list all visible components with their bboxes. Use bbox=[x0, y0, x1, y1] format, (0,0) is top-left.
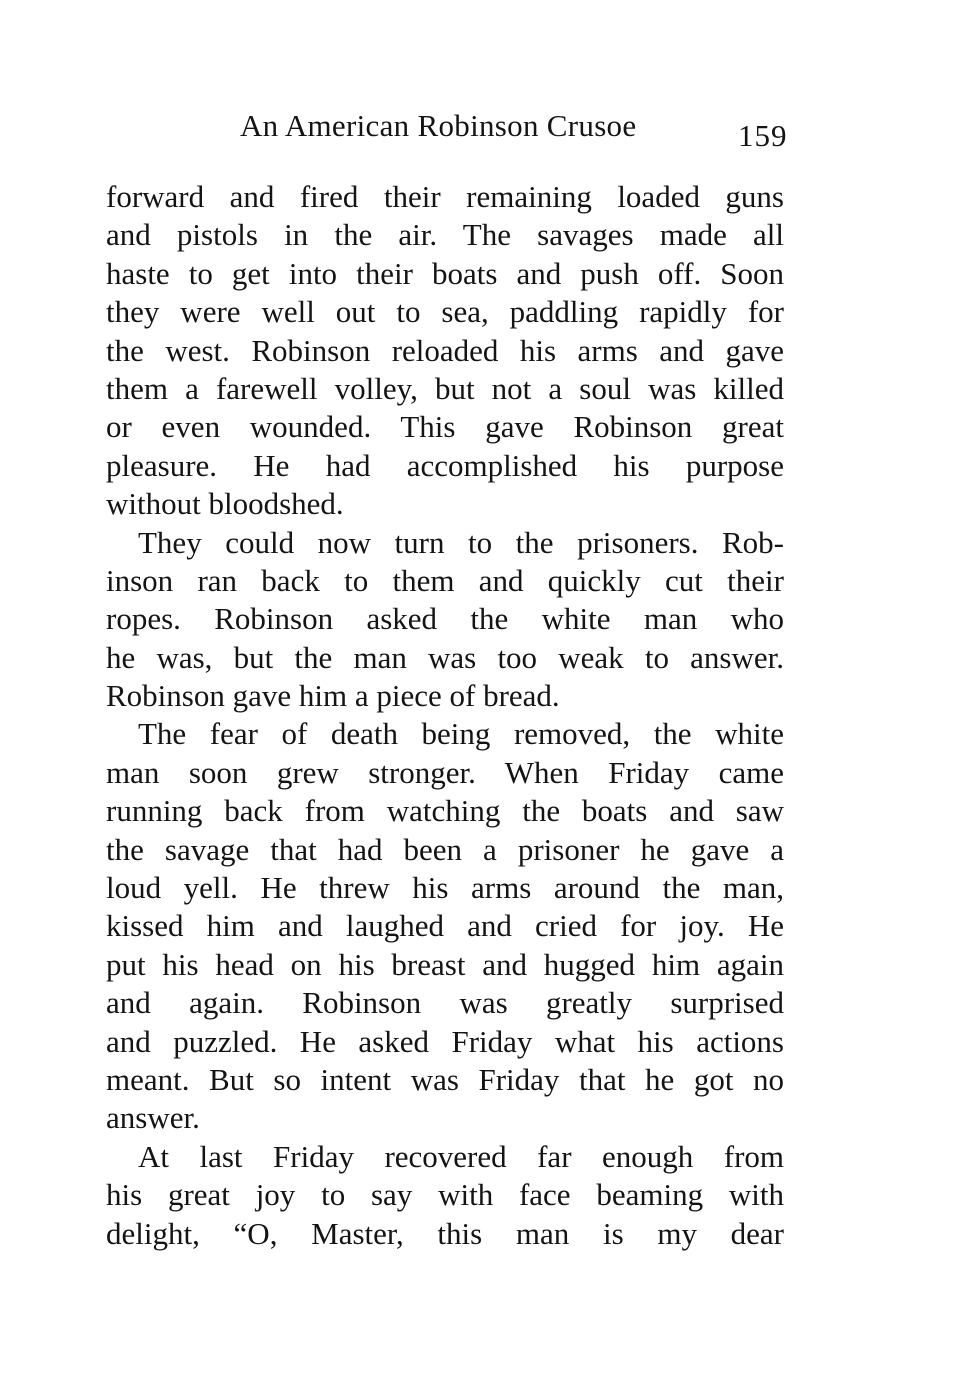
text-line: delight, “O, Master, this man is my dear bbox=[106, 1215, 784, 1251]
text-line: pleasure. He had accomplished his purpose bbox=[106, 447, 784, 483]
page-number: 159 bbox=[738, 118, 788, 153]
text-line: and puzzled. He asked Friday what his actions bbox=[106, 1023, 784, 1059]
text-line: ropes. Robinson asked the white man who bbox=[106, 601, 784, 637]
text-line: Robinson gave him a piece of bread. bbox=[106, 678, 560, 714]
paragraph bbox=[106, 1138, 784, 1253]
text-line: and pistols in the air. The savages made all bbox=[106, 217, 784, 253]
running-head bbox=[0, 108, 953, 153]
text-line: They could now turn to the prisoners. Rob- bbox=[138, 524, 784, 560]
text-line: without bloodshed. bbox=[106, 486, 344, 522]
paragraph bbox=[106, 715, 784, 1137]
paragraph bbox=[106, 178, 784, 524]
text-line: loud yell. He threw his arms around the man, bbox=[106, 870, 784, 906]
text-line: put his head on his breast and hugged him again bbox=[106, 946, 784, 982]
text-line: the savage that had been a prisoner he gave a bbox=[106, 831, 784, 867]
text-line: kissed him and laughed and cried for joy. He bbox=[106, 908, 784, 944]
text-line: meant. But so intent was Friday that he got no bbox=[106, 1061, 784, 1097]
text-line: forward and fired their remaining loaded guns bbox=[106, 179, 784, 214]
text-line: inson ran back to them and quickly cut their bbox=[106, 562, 784, 598]
text-line: running back from watching the boats and saw bbox=[106, 793, 784, 829]
text-line: his great joy to say with face beaming with bbox=[106, 1177, 784, 1213]
text-line: The fear of death being removed, the white bbox=[138, 716, 784, 752]
text-line: haste to get into their boats and push off. Soon bbox=[106, 255, 784, 291]
running-title: An American Robinson Crusoe bbox=[240, 108, 637, 143]
text-line: and again. Robinson was greatly surprised bbox=[106, 985, 784, 1021]
text-line: the west. Robinson reloaded his arms and gave bbox=[106, 332, 784, 368]
text-line: answer. bbox=[106, 1100, 200, 1136]
text-line: he was, but the man was too weak to answer. bbox=[106, 639, 784, 675]
text-line: them a farewell volley, but not a soul was killed bbox=[106, 370, 784, 406]
paragraph bbox=[106, 524, 784, 716]
body-text bbox=[106, 178, 784, 1253]
text-line: man soon grew stronger. When Friday came bbox=[106, 754, 784, 790]
text-line: or even wounded. This gave Robinson great bbox=[106, 409, 784, 445]
text-line: they were well out to sea, paddling rapidly for bbox=[106, 294, 784, 330]
text-line: At last Friday recovered far enough from bbox=[138, 1138, 784, 1174]
